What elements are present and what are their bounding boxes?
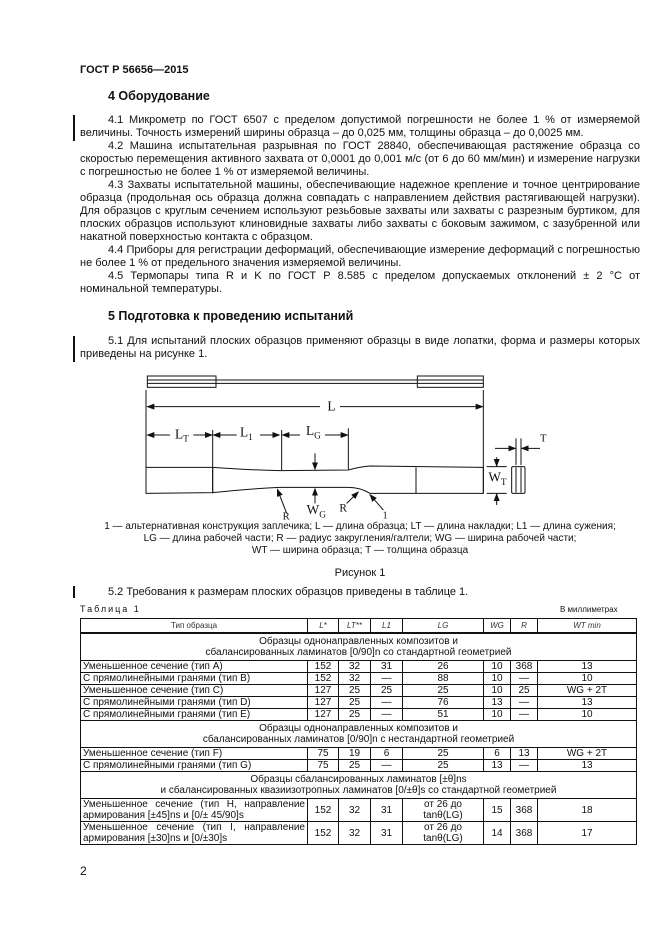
value-cell: 25	[339, 709, 371, 721]
label-L1-sub: 1	[248, 433, 253, 443]
value-cell: 31	[371, 661, 403, 673]
value-cell: 368	[511, 822, 538, 845]
column-header: LT**	[339, 619, 371, 634]
value-cell: 10	[538, 709, 637, 721]
label-WG-sub: G	[319, 510, 327, 520]
group-title-line: сбалансированных ламинатов [0/90]n с нестандартной геометрией	[202, 734, 515, 745]
value-cell: 127	[308, 697, 339, 709]
value-cell: 17	[538, 822, 637, 845]
table-row	[81, 709, 637, 721]
section-5-heading: 5 Подготовка к проведению испытаний	[108, 309, 354, 323]
section-4-heading: 4 Оборудование	[108, 89, 210, 103]
group-title-line: Образцы однонаправленных композитов и	[259, 723, 458, 734]
value-cell: 25	[403, 685, 484, 697]
specimen-type-cell: С прямолинейными гранями (тип G)	[81, 760, 308, 772]
value-cell: 368	[511, 661, 538, 673]
value-cell: 25	[403, 748, 484, 760]
label-LG-sub: G	[314, 431, 321, 442]
column-header: WT min	[538, 619, 637, 634]
specimen-type-cell: Уменьшенное сечение (тип А)	[81, 661, 308, 673]
figure-labels	[175, 399, 547, 520]
value-cell: —	[371, 673, 403, 685]
table-row	[81, 822, 637, 845]
label-LT: L	[175, 426, 184, 442]
paragraph-4-1: 4.1 Микрометр по ГОСТ 6507 с пределом допустимой погрешности не более 1 % от измеряемой величины. Точность измерений ширины образца – до 0,025 мм, толщины образца – до 0,0025 мм.	[80, 114, 640, 139]
value-cell: 152	[308, 661, 339, 673]
value-cell: 32	[339, 661, 371, 673]
value-cell: —	[371, 697, 403, 709]
value-cell: —	[511, 709, 538, 721]
value-cell: 19	[339, 748, 371, 760]
group-title-line: Образцы сбалансированных ламинатов [±θ]ns	[250, 774, 467, 785]
group-title	[81, 772, 637, 799]
value-cell: 25	[371, 685, 403, 697]
value-cell: 13	[538, 697, 637, 709]
value-cell: 10	[484, 685, 511, 697]
value-cell: 32	[339, 799, 371, 822]
table-group-row	[81, 633, 637, 661]
column-header: L1	[371, 619, 403, 634]
value-cell: 31	[371, 822, 403, 845]
value-cell: 13	[538, 760, 637, 772]
value-cell: 6	[484, 748, 511, 760]
figure-title: Рисунок 1	[334, 567, 386, 579]
table-header-row	[81, 619, 637, 634]
table-row	[81, 799, 637, 822]
figure-caption	[80, 521, 640, 557]
document-header: ГОСТ Р 56656—2015	[80, 64, 189, 76]
value-cell: —	[511, 673, 538, 685]
group-title-line: сбалансированных ламинатов [0/90]n со стандартной геометрией	[205, 647, 512, 658]
value-cell: 25	[511, 685, 538, 697]
table-row	[81, 661, 637, 673]
paragraph-5-2	[80, 586, 640, 599]
group-title	[81, 633, 637, 661]
value-cell: 13	[484, 697, 511, 709]
svg-text:WG	[307, 502, 327, 520]
value-cell: 25	[339, 697, 371, 709]
paragraph-5-1	[80, 335, 640, 361]
label-LG: L	[306, 423, 315, 438]
dimension-lines	[146, 390, 483, 493]
value-cell: 152	[308, 822, 339, 845]
label-L1: L	[240, 424, 249, 440]
label-LT-sub: T	[183, 434, 189, 445]
value-cell: от 26 до tanθ(LG)	[403, 799, 484, 822]
caption-line: 1 — альтернативная конструкция заплечика; L — длина образца; LT — длина накладки; L1 — длина сужения;	[104, 521, 616, 532]
paragraph-4-4: 4.4 Приборы для регистрации деформаций, обеспечивающие измерение деформаций с погрешностью не более 1 % от предельного значения измеряемой величины.	[80, 244, 640, 269]
column-header: WG	[484, 619, 511, 634]
value-cell: 75	[308, 748, 339, 760]
value-cell: 10	[484, 709, 511, 721]
specimen-figure	[140, 370, 550, 520]
column-header: R	[511, 619, 538, 634]
specimen-type-cell: С прямолинейными гранями (тип В)	[81, 673, 308, 685]
column-header: LG	[403, 619, 484, 634]
column-header: Тип образца	[81, 619, 308, 634]
table-group-row	[81, 772, 637, 799]
paragraph-4-3: 4.3 Захваты испытательной машины, обеспечивающие надежное крепление и точное центрирование образца (продольная ось образца должна совпадать с направлением действия растягивающей нагрузки). Для образцов с круглым сечением используют резьбовые захваты или захваты с разрезным буртиком, для плоских образцов используют клиновидные захваты либо захваты с боковым зажимом, с зазубренной или накатной поверхностью контакта с образцом.	[80, 179, 640, 243]
value-cell: 25	[339, 685, 371, 697]
label-R-1: R	[282, 511, 290, 520]
value-cell: 13	[538, 661, 637, 673]
table-row	[81, 748, 637, 760]
specimen-type-cell: Уменьшенное сечение (тип F)	[81, 748, 308, 760]
value-cell: 15	[484, 799, 511, 822]
specimen-type-cell: С прямолинейными гранями (тип D)	[81, 697, 308, 709]
specimen-type-cell: С прямолинейными гранями (тип Е)	[81, 709, 308, 721]
value-cell: 88	[403, 673, 484, 685]
label-WG: W	[306, 502, 320, 517]
value-cell: 127	[308, 709, 339, 721]
svg-text:WT	[488, 470, 507, 488]
paragraph-5-2-text: 5.2 Требования к размерам плоских образцов приведены в таблице 1.	[108, 586, 469, 598]
value-cell: от 26 до tanθ(LG)	[403, 822, 484, 845]
table-row	[81, 760, 637, 772]
value-cell: 18	[538, 799, 637, 822]
label-WT-sub: T	[500, 478, 507, 488]
change-bar	[73, 586, 75, 598]
table-row	[81, 685, 637, 697]
label-T: T	[540, 433, 547, 445]
table-row	[81, 697, 637, 709]
paragraph-4-5: 4.5 Термопары типа R и K по ГОСТ Р 8.585 с пределом допускаемых отклонений ± 2 °С от номинальной температуры.	[80, 270, 640, 295]
value-cell: —	[511, 697, 538, 709]
table-units: В миллиметрах	[560, 605, 618, 614]
group-title-line: и сбалансированных квазиизотропных ламинатов [0/±θ]s со стандартной геометрией	[160, 785, 557, 796]
value-cell: 127	[308, 685, 339, 697]
value-cell: 152	[308, 799, 339, 822]
value-cell: —	[511, 760, 538, 772]
change-bar	[73, 115, 75, 141]
value-cell: 26	[403, 661, 484, 673]
table-label: Таблица 1	[80, 604, 141, 614]
page-number: 2	[80, 864, 87, 878]
value-cell: —	[371, 709, 403, 721]
svg-text:L1	[240, 425, 253, 443]
column-header: L*	[308, 619, 339, 634]
value-cell: 10	[484, 661, 511, 673]
value-cell: —	[371, 760, 403, 772]
label-1: 1	[382, 510, 388, 520]
svg-text:LT	[175, 426, 189, 444]
value-cell: 51	[403, 709, 484, 721]
value-cell: 10	[484, 673, 511, 685]
specimen-type-cell: Уменьшенное сечение (тип I, направление армирования [±30]ns и [0/±30]s	[81, 822, 308, 845]
label-L: L	[327, 398, 336, 414]
value-cell: 31	[371, 799, 403, 822]
table-row	[81, 673, 637, 685]
value-cell: 32	[339, 673, 371, 685]
caption-line: LG — длина рабочей части; R — радиус закругления/галтели; WG — ширина рабочей части;	[143, 533, 577, 544]
value-cell: 75	[308, 760, 339, 772]
group-title	[81, 721, 637, 748]
value-cell: 13	[484, 760, 511, 772]
label-WT: W	[488, 469, 501, 485]
table-group-row	[81, 721, 637, 748]
value-cell: 25	[403, 760, 484, 772]
value-cell: 152	[308, 673, 339, 685]
svg-text:LG	[306, 423, 321, 441]
specimen-side-view	[147, 376, 483, 387]
specimen-dimensions-table	[80, 618, 637, 845]
value-cell: 25	[339, 760, 371, 772]
paragraph-5-1-text: 5.1 Для испытаний плоских образцов применяют образцы в виде лопатки, форма и размеры которых приведены на рисунке 1.	[80, 335, 640, 360]
value-cell: 368	[511, 799, 538, 822]
caption-line: WT — ширина образца; T — толщина образца	[251, 545, 469, 556]
specimen-type-cell: Уменьшенное сечение (тип H, направление армирования [±45]ns и [0/± 45/90]s	[81, 799, 308, 822]
section-4-body	[80, 114, 640, 296]
value-cell: 32	[339, 822, 371, 845]
value-cell: WG + 2T	[538, 748, 637, 760]
value-cell: 6	[371, 748, 403, 760]
change-bar	[73, 336, 75, 362]
specimen-type-cell: Уменьшенное сечение (тип С)	[81, 685, 308, 697]
paragraph-4-2: 4.2 Машина испытательная разрывная по ГОСТ 28840, обеспечивающая растяжение образца со скоростью перемещения активного захвата от 0,0001 до 0,001 м/с (от 6 до 60 мм/мин) и измерение нагрузки с погрешностью не более 1 % от измеряемой величины.	[80, 140, 640, 178]
label-R-2: R	[339, 502, 347, 515]
value-cell: 76	[403, 697, 484, 709]
value-cell: WG + 2T	[538, 685, 637, 697]
value-cell: 14	[484, 822, 511, 845]
value-cell: 13	[511, 748, 538, 760]
value-cell: 10	[538, 673, 637, 685]
group-title-line: Образцы однонаправленных композитов и	[259, 636, 458, 647]
